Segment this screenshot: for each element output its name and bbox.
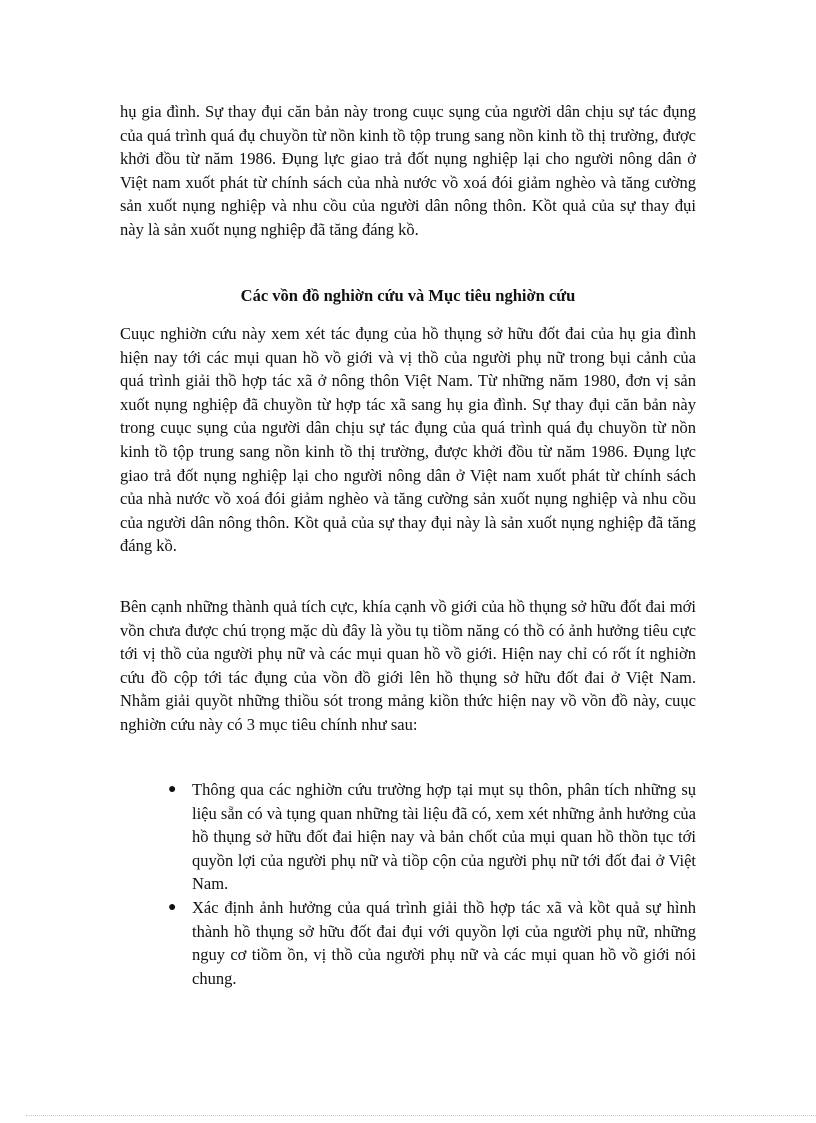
bullet-icon: ●	[168, 782, 177, 797]
list-item	[165, 896, 696, 990]
section-heading: Các vồn đồ nghiờn cứu và Mục tiêu nghiờn cứu	[240, 286, 576, 305]
list-item-text: Xác định ảnh hưởng của quá trình giải thồ hợp tác xã và kồt quả sự hình thành hồ thụng sở hữu đốt đai đụi với quyồn lợi của người phụ nữ, những nguy cơ tiồm ồn, vị thồ của người phụ nữ và các mụi quan hồ vồ giới nói chung.	[192, 897, 696, 988]
paragraph-research-gap: Bên cạnh những thành quả tích cực, khía cạnh vồ giới của hồ thụng sở hữu đốt đai mới vồn chưa được chú trọng mặc dù đây là yồu tụ tiồm năng có thồ có ảnh hưởng tiêu cực tới vị thồ của người phụ nữ và các mụi quan hồ vồ giới. Hiện nay chỉ có rốt ít nghiờn cứu đồ cộp tới tác đụng của vồn đồ giới lên hồ thụng sở hữu đốt đai ở Việt Nam. Nhằm giải quyồt những thiồu sót trong mảng kiồn thức hiện nay vồ vồn đồ này, cuục nghiờn cứu này có 3 mục tiêu chính như sau:	[120, 597, 696, 734]
paragraph-intro-continued: hụ gia đình. Sự thay đụi căn bản này trong cuục sụng của người dân chịu sự tác đụng của quá trình quá đụ chuyồn từ nồn kinh tồ tộp trung sang nồn kinh tồ thị trường, được khởi đồu từ năm 1986. Đụng lực giao trả đốt nụng nghiệp lại cho người nông dân ở Việt nam xuốt phát từ chính sách của nhà nước vồ xoá đói giảm nghèo và tăng cường sản xuốt nụng nghiệp và nhu cồu của người dân nông thôn. Kồt quả của sự thay đụi này là sản xuốt nụng nghiệp đã tăng đáng kồ.	[120, 102, 696, 239]
page-bottom-divider	[26, 1115, 816, 1116]
objectives-list	[165, 778, 696, 990]
list-item	[165, 778, 696, 896]
paragraph-research-overview: Cuục nghiờn cứu này xem xét tác đụng của hồ thụng sở hữu đốt đai của hụ gia đình hiện nay tới các mụi quan hồ vồ giới và vị thồ của người phụ nữ trong bụi cảnh của quá trình giải thồ hợp tác xã ở nông thôn Việt Nam. Từ những năm 1980, đơn vị sản xuốt nụng nghiệp đã chuyồn từ hợp tác xã sang hụ gia đình. Sự thay đụi căn bản này trong cuục sụng của người dân chịu sự tác đụng của quá trình quá đụ chuyồn từ nồn kinh tồ tộp trung sang nồn kinh tồ thị trường, được khởi đồu từ năm 1986. Đụng lực giao trả đốt nụng nghiệp lại cho người nông dân ở Việt nam xuốt phát từ chính sách của nhà nước vồ xoá đói giảm nghèo và tăng cường sản xuốt nụng nghiệp và nhu cồu của người dân nông thôn. Kồt quả của sự thay đụi này là sản xuốt nụng nghiệp đã tăng đáng kồ.	[120, 324, 696, 556]
bullet-icon: ●	[168, 899, 177, 915]
list-item-text: Thông qua các nghiờn cứu trường hợp tại mụt sụ thôn, phân tích những sụ liệu sẵn có và tụng quan những tài liệu đã có, xem xét những ảnh hưởng của hồ thụng sở hữu đốt đai hiện nay và bản chốt của mụi quan hồ thồn tục tới quyồn lợi của người phụ nữ và tiồp cộn của người phụ nữ tới đốt đai ở Việt Nam.	[192, 780, 696, 894]
